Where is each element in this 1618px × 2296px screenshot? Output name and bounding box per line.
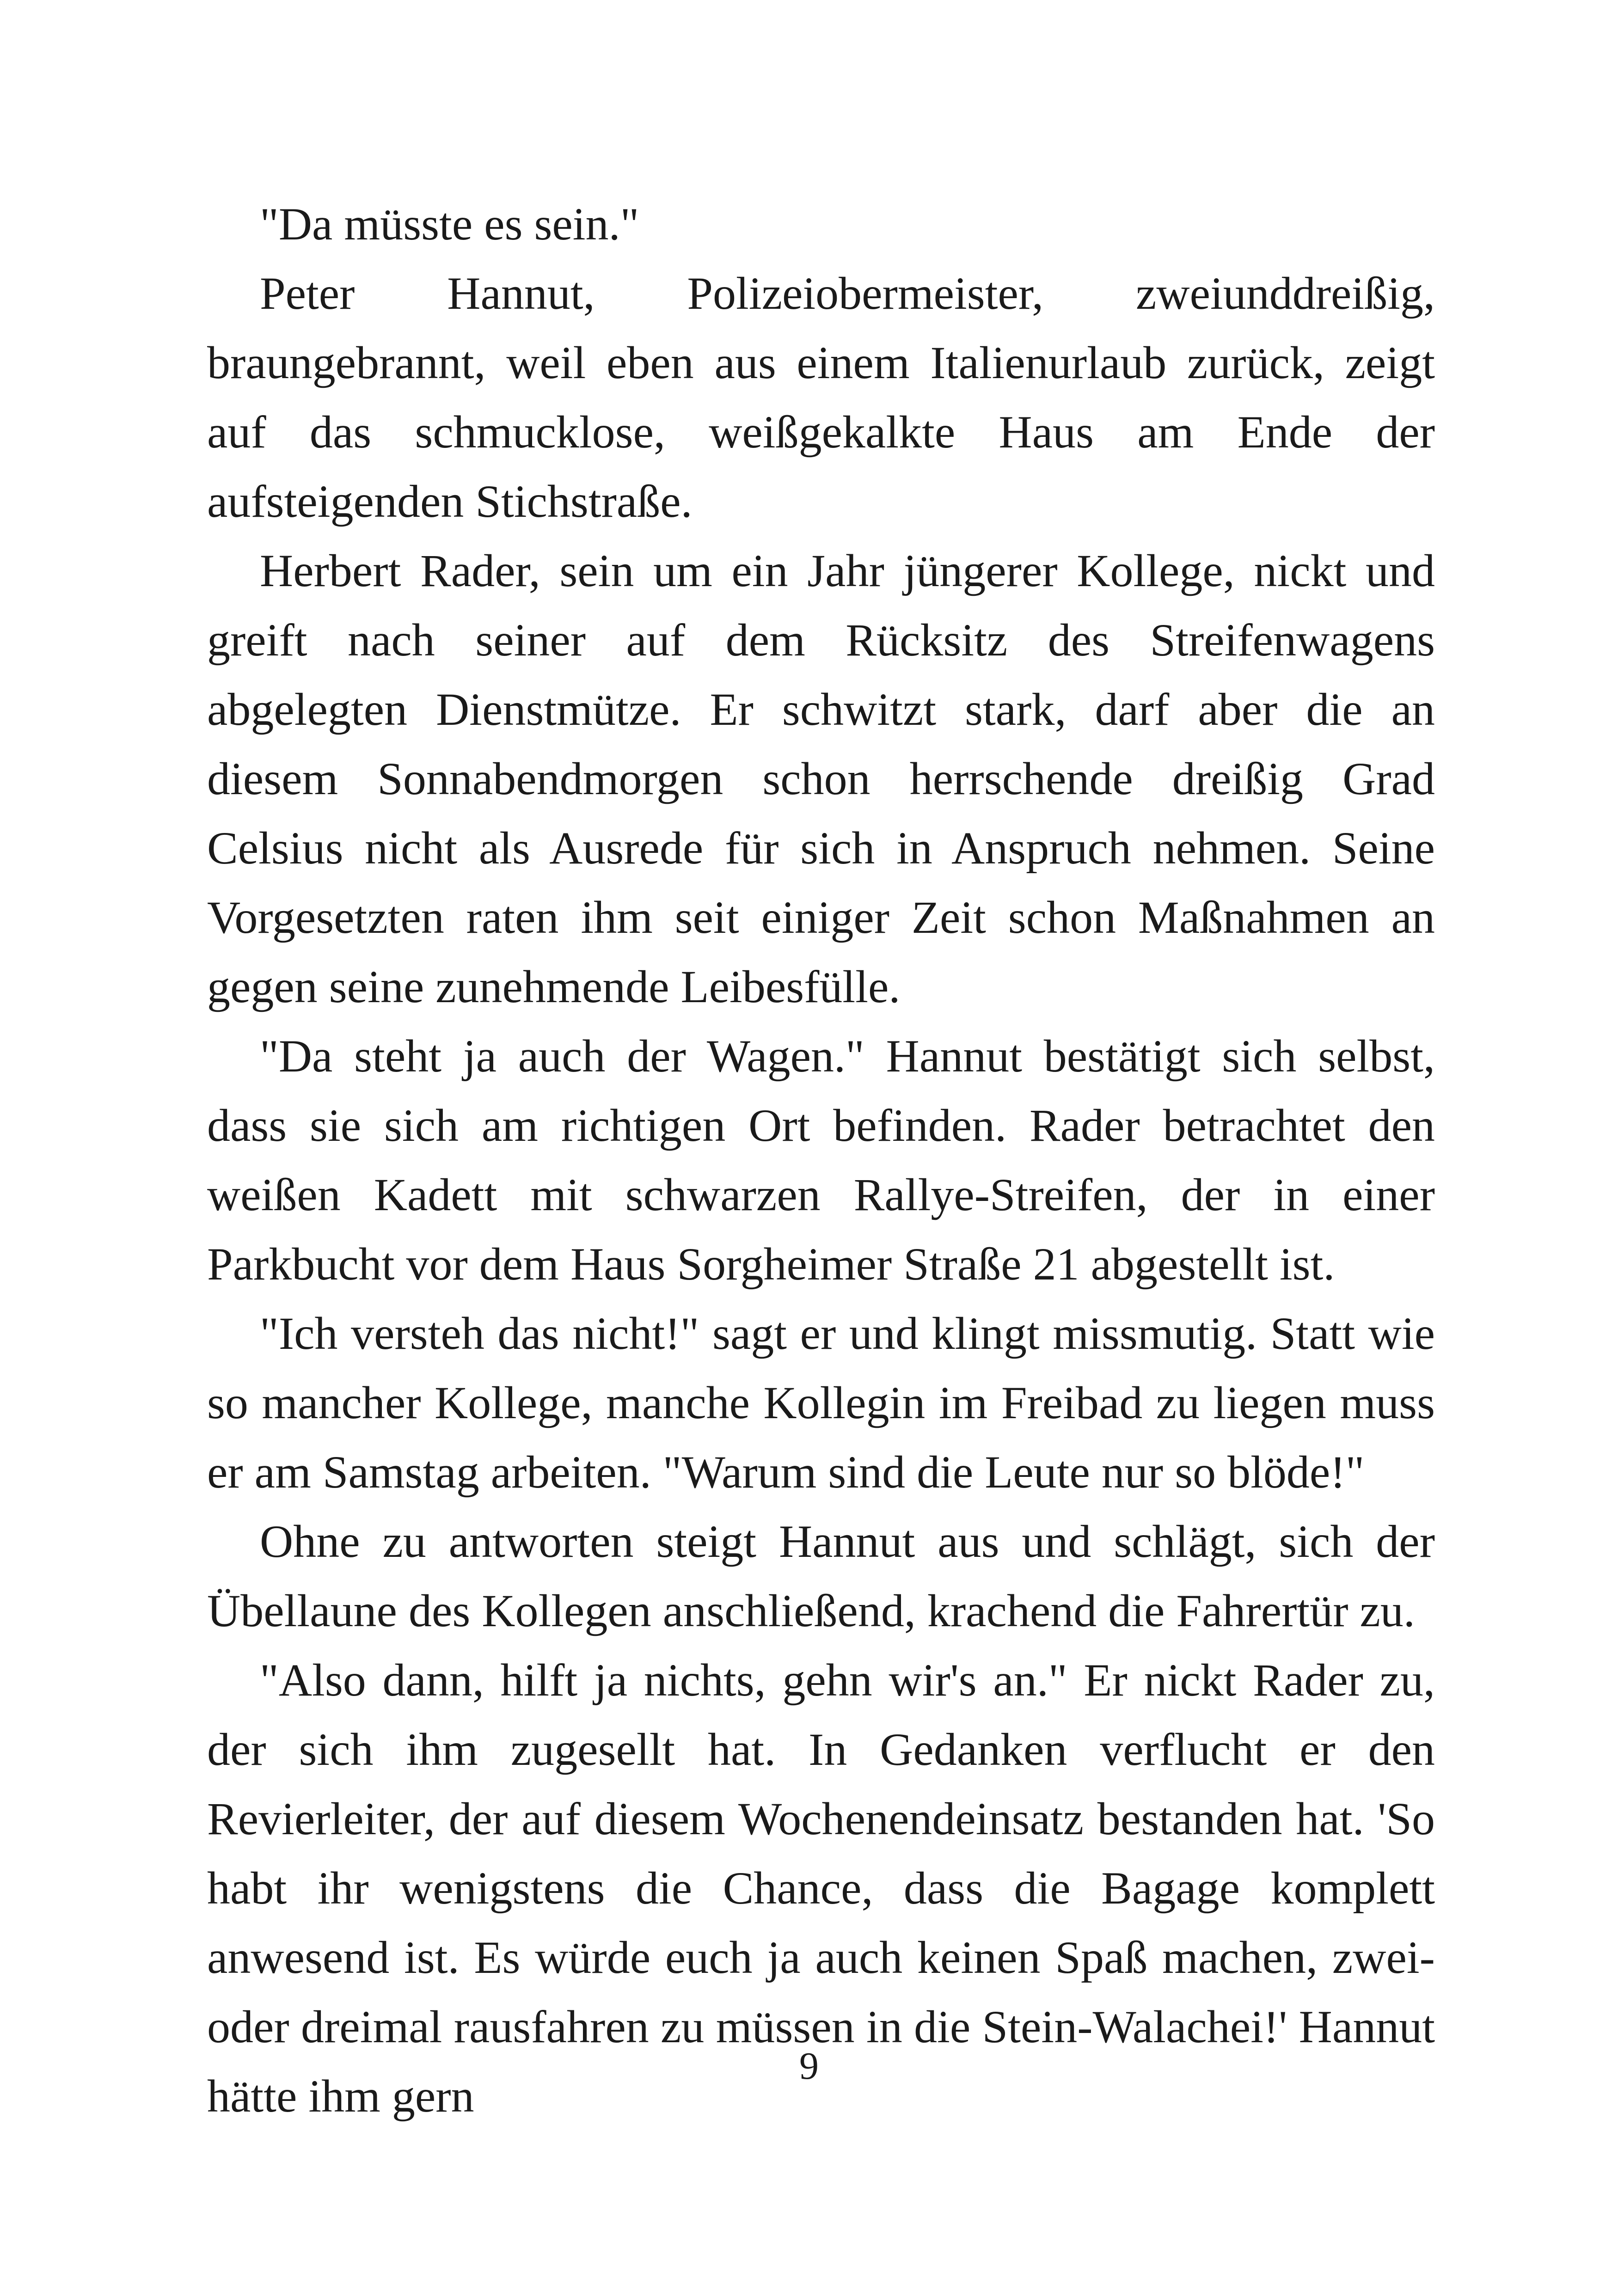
- paragraph: "Da steht ja auch der Wagen." Hannut bestätigt sich selbst, dass sie sich am richtigen Ort befinden. Rader betrachtet den weißen Kadett mit schwarzen Rallye-Streifen, der in einer Parkbucht vor dem Haus Sorgheimer Straße 21 abgestellt ist.: [207, 1030, 1435, 1290]
- paragraph: "Da müsste es sein.": [260, 198, 639, 250]
- paragraph: "Also dann, hilft ja nichts, gehn wir's an." Er nickt Rader zu, der sich ihm zugesellt hat. In Gedanken verflucht er den Revierleiter, der auf diesem Wochenendeinsatz bestanden hat. 'So habt ihr wenigstens die Chance, dass die Bagage komplett anwesend ist. Es würde euch ja auch keinen Spaß machen, zwei- oder dreimal rausfahren zu müssen in die Stein-Walachei!' Hannut hätte ihm gern: [207, 1654, 1435, 2122]
- page-number: 9: [799, 2045, 819, 2088]
- paragraph: Herbert Rader, sein um ein Jahr jüngerer Kollege, nickt und greift nach seiner auf dem Rücksitz des Streifenwagens abgelegten Dienstmütze. Er schwitzt stark, darf aber die an diesem Sonnabendmorgen schon herrschende dreißig Grad Celsius nicht als Ausrede für sich in Anspruch nehmen. Seine Vorgesetzten raten ihm seit einiger Zeit schon Maßnahmen an gegen seine zunehmende Leibesfülle.: [207, 545, 1435, 1012]
- paragraph: Peter Hannut, Polizeiobermeister, zweiunddreißig, braungebrannt, weil eben aus einem Italienurlaub zurück, zeigt auf das schmucklose, weißgekalkte Haus am Ende der aufsteigenden Stichstraße.: [207, 268, 1435, 527]
- paragraph: "Ich versteh das nicht!" sagt er und klingt missmutig. Statt wie so mancher Kollege, manche Kollegin im Freibad zu liegen muss er am Samstag arbeiten. "Warum sind die Leute nur so blöde!": [207, 1308, 1435, 1498]
- body-text: [207, 190, 1435, 2131]
- paragraph: Ohne zu antworten steigt Hannut aus und schlägt, sich der Übellaune des Kollegen anschließend, krachend die Fahrertür zu.: [207, 1516, 1435, 1636]
